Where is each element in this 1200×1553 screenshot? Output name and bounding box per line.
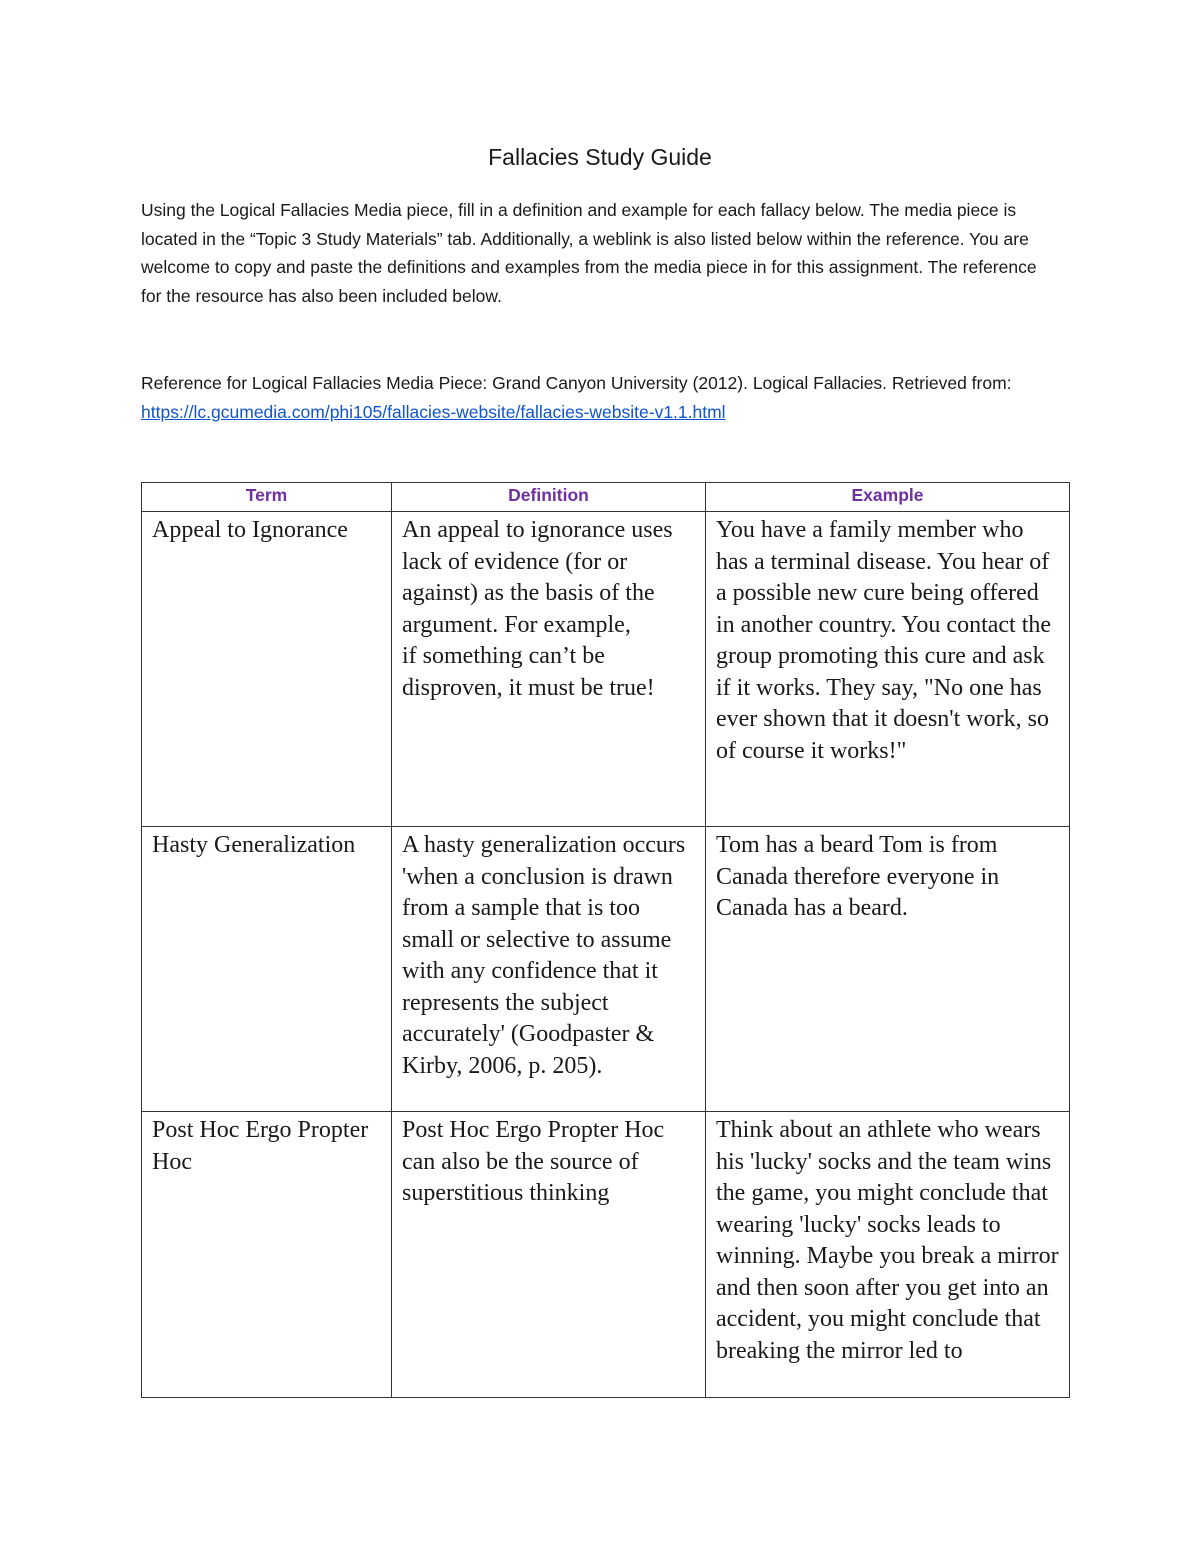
header-example: Example bbox=[706, 483, 1070, 512]
term-cell: Post Hoc Ergo Propter Hoc bbox=[142, 1112, 392, 1398]
example-cell: Think about an athlete who wears his 'lucky' socks and the team wins the game, you might conclude that wearing 'lucky' socks leads to winning. Maybe you break a mirror and then soon after you get into an accident, you might conclude that breaking the mirror led to bbox=[706, 1112, 1070, 1398]
reference-text: Reference for Logical Fallacies Media Piece: Grand Canyon University (2012). Logical Fallacies. Retrieved from: bbox=[141, 373, 1012, 393]
definition-cell: A hasty generalization occurs 'when a conclusion is drawn from a sample that is too small or selective to assume with any confidence that it represents the subject accurately' (Goodpaster & Kirby, 2006, p. 205). bbox=[392, 827, 706, 1112]
table-header-row bbox=[142, 483, 1070, 512]
example-cell: Tom has a beard Tom is from Canada therefore everyone in Canada has a beard. bbox=[706, 827, 1070, 1112]
header-term: Term bbox=[142, 483, 392, 512]
header-definition: Definition bbox=[392, 483, 706, 512]
definition-cell: An appeal to ignorance uses lack of evidence (for or against) as the basis of the argument. For example, if something can’t be disproven, it must be true! bbox=[392, 512, 706, 827]
table-row bbox=[142, 512, 1070, 827]
term-cell: Appeal to Ignorance bbox=[142, 512, 392, 827]
definition-cell: Post Hoc Ergo Propter Hoc can also be the source of superstitious thinking bbox=[392, 1112, 706, 1398]
intro-paragraph: Using the Logical Fallacies Media piece, fill in a definition and example for each fallacy below. The media piece is located in the “Topic 3 Study Materials” tab. Additionally, a weblink is also listed below within the reference. You are welcome to copy and paste the definitions and examples from the media piece in for this assignment. The reference for the resource has also been included below. bbox=[141, 200, 1037, 306]
reference-paragraph bbox=[141, 369, 1061, 426]
page-title: Fallacies Study Guide bbox=[488, 144, 712, 170]
fallacies-table bbox=[141, 482, 1070, 1398]
term-cell: Hasty Generalization bbox=[142, 827, 392, 1112]
table-row bbox=[142, 1112, 1070, 1398]
example-cell: You have a family member who has a terminal disease. You hear of a possible new cure being offered in another country. You contact the group promoting this cure and ask if it works. They say, "No one has ever shown that it doesn't work, so of course it works!" bbox=[706, 512, 1070, 827]
table-row bbox=[142, 827, 1070, 1112]
reference-link[interactable]: https://lc.gcumedia.com/phi105/fallacies-website/fallacies-website-v1.1.html bbox=[141, 401, 726, 422]
